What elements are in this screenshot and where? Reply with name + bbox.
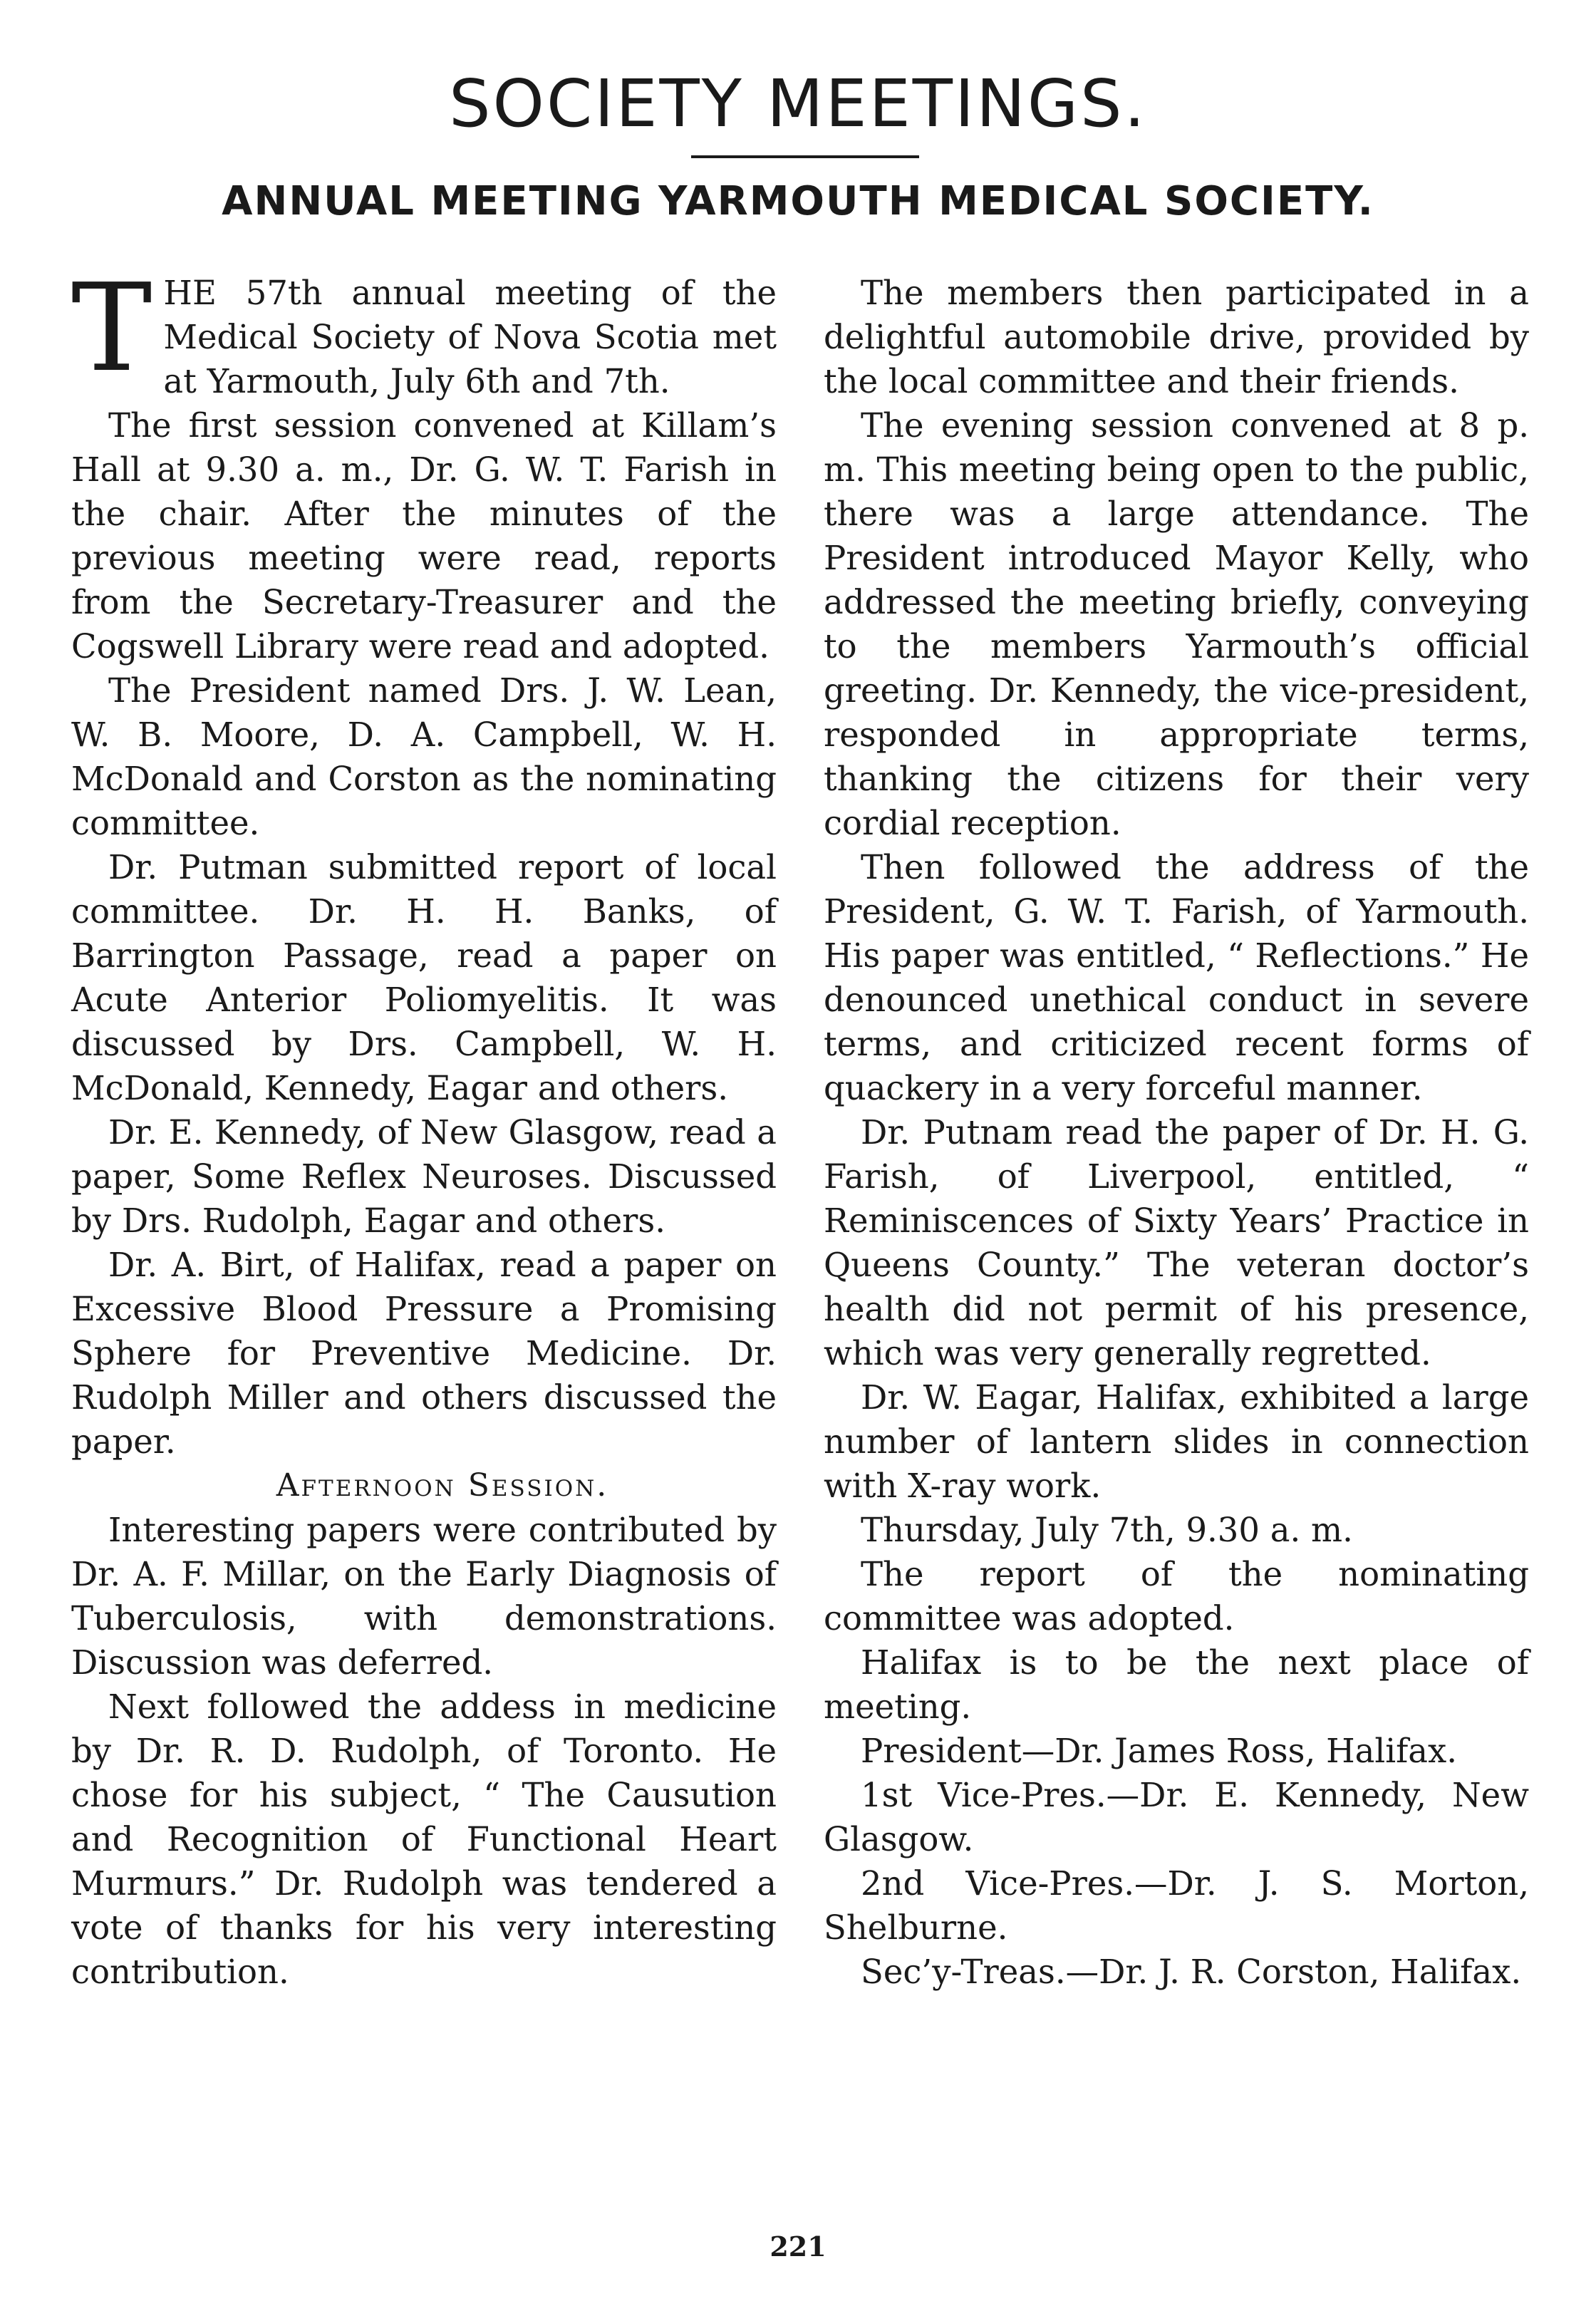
page-number: 221 (770, 2230, 826, 2263)
left-column (71, 258, 777, 1994)
paragraph: Halifax is to be the next place of meeting. (824, 1643, 1529, 1726)
paragraph: The first session convened at Killam’s Hall at 9.30 a. m., Dr. G. W. T. Farish in the chair. After the minutes of the previous meeting were read, reports from the Secretary-Treasurer and the Cogswell Library were read and adopted. (71, 406, 777, 666)
officer-entry: 1st Vice-Pres.—Dr. E. Kennedy, New Glasgow. (824, 1776, 1529, 1858)
article-subtitle: ANNUAL MEETING YARMOUTH MEDICAL SOCIETY. (222, 178, 1374, 224)
paragraph: The report of the nominating committee was adopted. (824, 1555, 1529, 1638)
paragraph: Dr. A. Birt, of Halifax, read a paper on Excessive Blood Pressure a Promising Sphere for Preventive Medicine. Dr. Rudolph Miller and others discussed the paper. (71, 1246, 777, 1461)
paragraph: Dr. W. Eagar, Halifax, exhibited a large number of lantern slides in connection with X-ray work. (824, 1378, 1529, 1505)
officer-entry: 2nd Vice-Pres.—Dr. J. S. Morton, Shelburne. (824, 1864, 1529, 1947)
opening-paragraph (71, 258, 777, 403)
right-column (824, 271, 1529, 1994)
paragraph: Then followed the address of the President, G. W. T. Farish, of Yarmouth. His paper was entitled, “ Reflections.” He denounced unethical conduct in severe terms, and criticized recent forms of quackery in a very forceful manner. (824, 848, 1529, 1107)
paragraph: The members then participated in a delightful automobile drive, provided by the local committee and their friends. (824, 274, 1529, 400)
paragraph: The evening session convened at 8 p. m. This meeting being open to the public, there was a large attendance. The President introduced Mayor Kelly, who addressed the meeting briefly, conveying to the members Yarmouth’s official greeting. Dr. Kennedy, the vice-president, responded in appropriate terms, thanking the citizens for their very cordial reception. (824, 406, 1529, 842)
paragraph: Interesting papers were contributed by Dr. A. F. Millar, on the Early Diagnosis of Tuberculosis, with demonstrations. Discussion was deferred. (71, 1511, 777, 1682)
section-heading: Afternoon Session. (276, 1467, 609, 1504)
paragraph: Dr. E. Kennedy, of New Glasgow, read a paper, Some Reflex Neuroses. Discussed by Drs. Rudolph, Eagar and others. (71, 1113, 777, 1240)
officer-entry: President—Dr. James Ross, Halifax. (861, 1732, 1458, 1770)
page-title: SOCIETY MEETINGS. (449, 66, 1147, 142)
paragraph: Next followed the addess in medicine by Dr. R. D. Rudolph, of Toronto. He chose for his subject, “ The Causution and Recognition of Functional Heart Murmurs.” Dr. Rudolph was tendered a vote of thanks for his very interesting contribution. (71, 1687, 777, 1991)
paragraph: Thursday, July 7th, 9.30 a. m. (861, 1511, 1353, 1549)
paragraph: The President named Drs. J. W. Lean, W. B. Moore, D. A. Campbell, W. H. McDonald and Corston as the nominating committee. (71, 671, 777, 842)
opening-text: HE 57th annual meeting of the Medical Society of Nova Scotia met at Yarmouth, July 6th and 7th. (163, 274, 777, 400)
paragraph: Dr. Putnam read the paper of Dr. H. G. Farish, of Liverpool, entitled, “ Reminiscences of Sixty Years’ Practice in Queens County.” The veteran doctor’s health did not permit of his presence, which was very generally regretted. (824, 1113, 1529, 1372)
title-divider (691, 155, 919, 158)
drop-cap: T (71, 258, 152, 399)
officer-entry: Sec’y-Treas.—Dr. J. R. Corston, Halifax. (861, 1953, 1522, 1991)
paragraph: Dr. Putman submitted report of local committee. Dr. H. H. Banks, of Barrington Passage, read a paper on Acute Anterior Poliomyelitis. It was discussed by Drs. Campbell, W. H. McDonald, Kennedy, Eagar and others. (71, 848, 777, 1107)
